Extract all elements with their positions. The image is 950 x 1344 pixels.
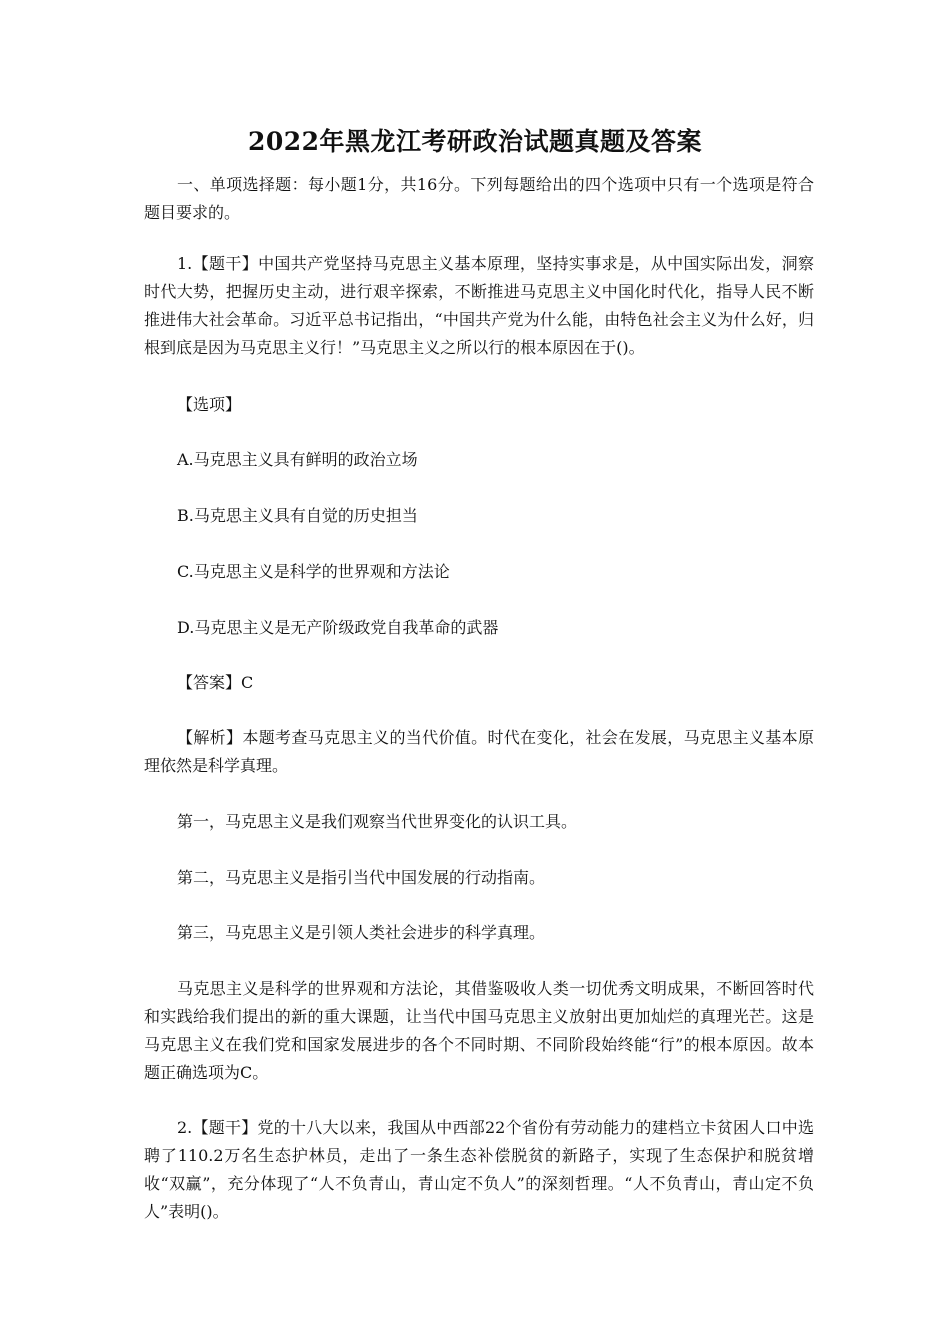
section-intro: 一、单项选择题：每小题1分，共16分。下列每题给出的四个选项中只有一个选项是符合题目要求的。 <box>144 175 814 222</box>
question-2-stem: 2.【题干】党的十八大以来，我国从中西部22个省份有劳动能力的建档立卡贫困人口中选聘了110.2万名生态护林员，走出了一条生态补偿脱贫的新路子，实现了生态保护和脱贫增收“双赢”，充分体现了“人不负青山，青山定不负人”的深刻哲理。“人不负青山，青山定不负人”表明()。 <box>144 1118 814 1221</box>
question-1-stem: 1.【题干】中国共产党坚持马克思主义基本原理，坚持实事求是，从中国实际出发，洞察时代大势，把握历史主动，进行艰辛探索，不断推进马克思主义中国化时代化，指导人民不断推进伟大社会革命。习近平总书记指出，“中国共产党为什么能，由特色社会主义为什么好，归根到底是因为马克思主义行！”马克思主义之所以行的根本原因在于()。 <box>144 254 814 357</box>
answer: 【答案】C <box>177 673 254 692</box>
options-label: 【选项】 <box>177 395 242 414</box>
analysis-point-2: 第二，马克思主义是指引当代中国发展的行动指南。 <box>177 868 546 887</box>
analysis-point-3: 第三，马克思主义是引领人类社会进步的科学真理。 <box>177 923 546 942</box>
option-d: D.马克思主义是无产阶级政党自我革命的武器 <box>177 618 499 637</box>
analysis-point-1: 第一，马克思主义是我们观察当代世界变化的认识工具。 <box>177 812 578 831</box>
option-a: A.马克思主义具有鲜明的政治立场 <box>177 450 418 469</box>
analysis: 【解析】本题考查马克思主义的当代价值。时代在变化，社会在发展，马克思主义基本原理依然是科学真理。 <box>144 728 814 775</box>
option-b: B.马克思主义具有自觉的历史担当 <box>177 506 418 525</box>
analysis-conclusion: 马克思主义是科学的世界观和方法论，其借鉴吸收人类一切优秀文明成果，不断回答时代和实践给我们提出的新的重大课题，让当代中国马克思主义放射出更加灿烂的真理光芒。这是马克思主义在我们党和国家发展进步的各个不同时期、不同阶段始终能“行”的根本原因。故本题正确选项为C。 <box>144 979 814 1082</box>
page-title: 2022年黑龙江考研政治试题真题及答案 <box>247 127 703 156</box>
option-c: C.马克思主义是科学的世界观和方法论 <box>177 562 450 581</box>
